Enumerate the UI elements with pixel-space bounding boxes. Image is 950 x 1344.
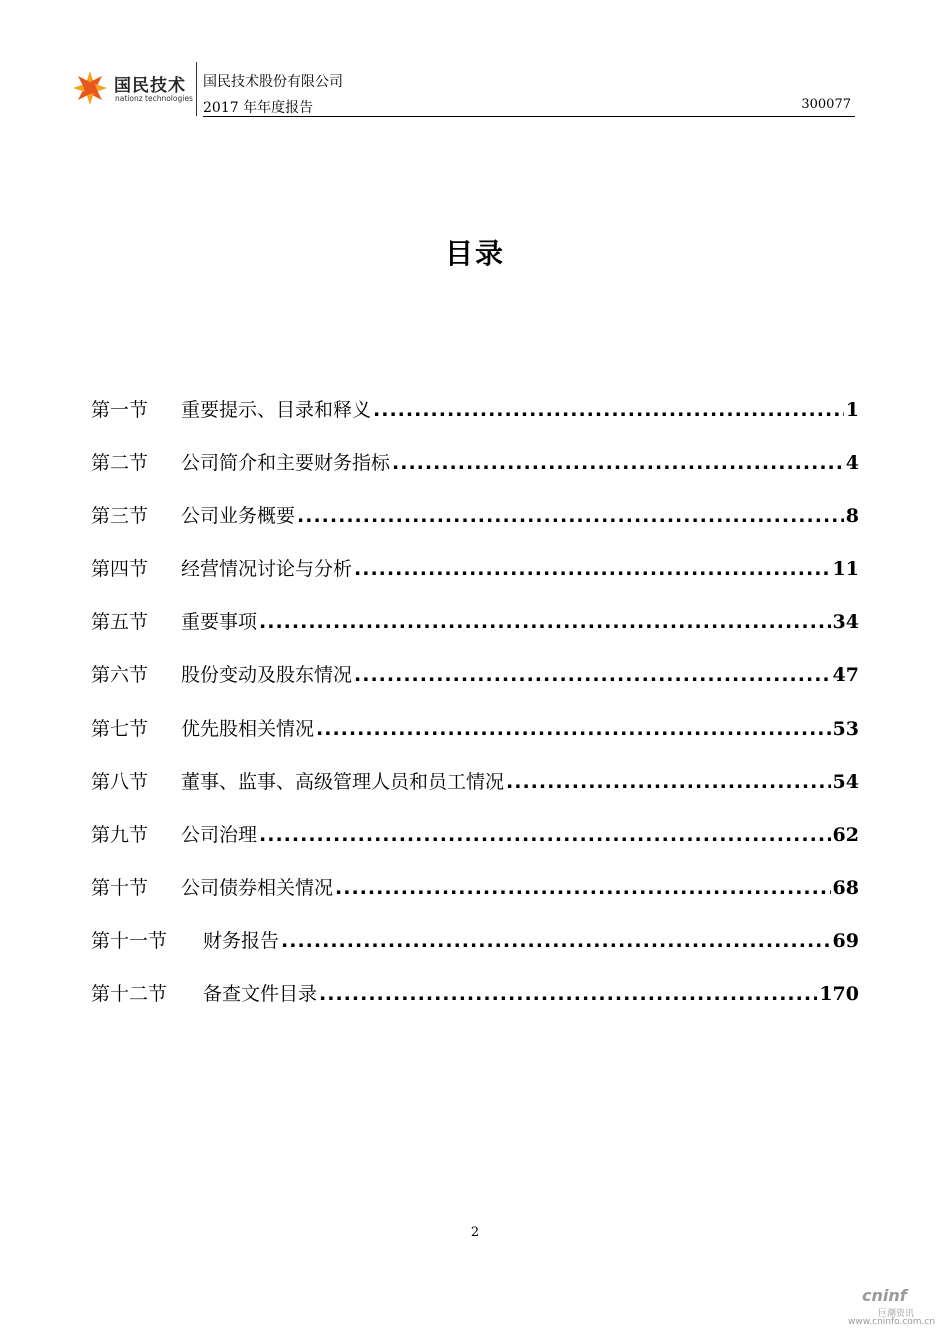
toc-section-title: 股份变动及股东情况 [181,664,353,687]
toc-page-number: 1 [845,399,859,421]
toc-section-title: 董事、监事、高级管理人员和员工情况 [181,770,505,793]
toc-page-number: 8 [845,505,859,528]
sunburst-logo-icon [72,70,108,106]
toc-section-title: 重要事项 [181,611,258,634]
toc-entry[interactable] [91,714,859,767]
toc-section-number: 第七节 [91,717,149,740]
report-title: 2017 年年度报告 [203,100,314,116]
cninfo-watermark [848,1286,938,1332]
toc-page-number: 47 [832,664,859,687]
toc-entry[interactable] [91,979,859,1032]
toc-page-number: 34 [832,611,859,634]
toc-entry[interactable] [91,873,859,926]
toc-section-number: 第八节 [91,770,149,793]
toc-dot-leader [392,452,844,474]
toc-dot-leader [316,718,831,740]
toc-page-number: 68 [832,876,859,899]
toc-entry[interactable] [91,926,859,979]
toc-section-title: 公司治理 [181,823,258,846]
toc-section-title: 经营情况讨论与分析 [181,558,353,581]
toc-page-number: 170 [819,983,859,1006]
page-number: 2 [470,1225,480,1240]
toc-section-number: 第三节 [91,505,149,528]
toc-section-number: 第十一节 [91,929,168,952]
page-title: 目录 [444,237,505,270]
toc-entry[interactable] [91,554,859,607]
toc-entry[interactable] [91,501,859,554]
toc-page-number: 53 [832,717,859,740]
toc-section-title: 备查文件目录 [203,983,318,1006]
toc-section-title: 公司简介和主要财务指标 [181,452,391,475]
toc-dot-leader [354,558,831,580]
toc-dot-leader [281,930,831,952]
page-header [70,62,855,118]
header-divider [196,62,197,116]
toc-page-number: 4 [845,452,859,475]
toc-section-number: 第十二节 [91,983,168,1006]
toc-entry[interactable] [91,395,859,448]
watermark-url: www.cninfo.com.cn [848,1317,936,1327]
logo-text-cn: 国民技术 [114,76,186,96]
toc-section-title: 公司业务概要 [181,505,296,528]
toc-entry[interactable] [91,448,859,501]
logo-text-en: nationz technologies [115,94,193,103]
toc-entry[interactable] [91,607,859,660]
toc-section-title: 重要提示、目录和释义 [181,399,372,421]
watermark-sub: 巨潮资讯 [878,1309,915,1319]
toc-dot-leader [373,399,844,421]
toc-dot-leader [354,664,831,686]
table-of-contents [91,395,859,1032]
toc-dot-leader [335,877,831,899]
company-logo [70,68,195,112]
toc-entry[interactable] [91,660,859,713]
toc-dot-leader [297,505,844,527]
toc-dot-leader [506,771,831,793]
toc-section-number: 第四节 [91,558,149,581]
toc-page-number: 54 [832,770,859,793]
toc-dot-leader [319,983,817,1005]
stock-code: 300077 [801,97,851,112]
toc-section-title: 优先股相关情况 [181,717,315,740]
company-name: 国民技术股份有限公司 [203,74,343,90]
toc-page-number: 11 [832,558,859,581]
toc-dot-leader [259,611,831,633]
toc-entry[interactable] [91,820,859,873]
header-rule [203,116,855,117]
toc-page-number: 62 [832,823,859,846]
toc-section-number: 第五节 [91,611,149,634]
toc-section-title: 公司债券相关情况 [181,876,334,899]
toc-section-title: 财务报告 [203,929,280,952]
watermark-brand: cninf [862,1286,907,1305]
toc-section-number: 第一节 [91,399,149,421]
toc-section-number: 第二节 [91,452,149,475]
toc-entry[interactable] [91,767,859,820]
toc-dot-leader [259,824,831,846]
toc-section-number: 第十节 [91,876,149,899]
toc-section-number: 第九节 [91,823,149,846]
toc-section-number: 第六节 [91,664,149,687]
toc-page-number: 69 [832,929,859,952]
